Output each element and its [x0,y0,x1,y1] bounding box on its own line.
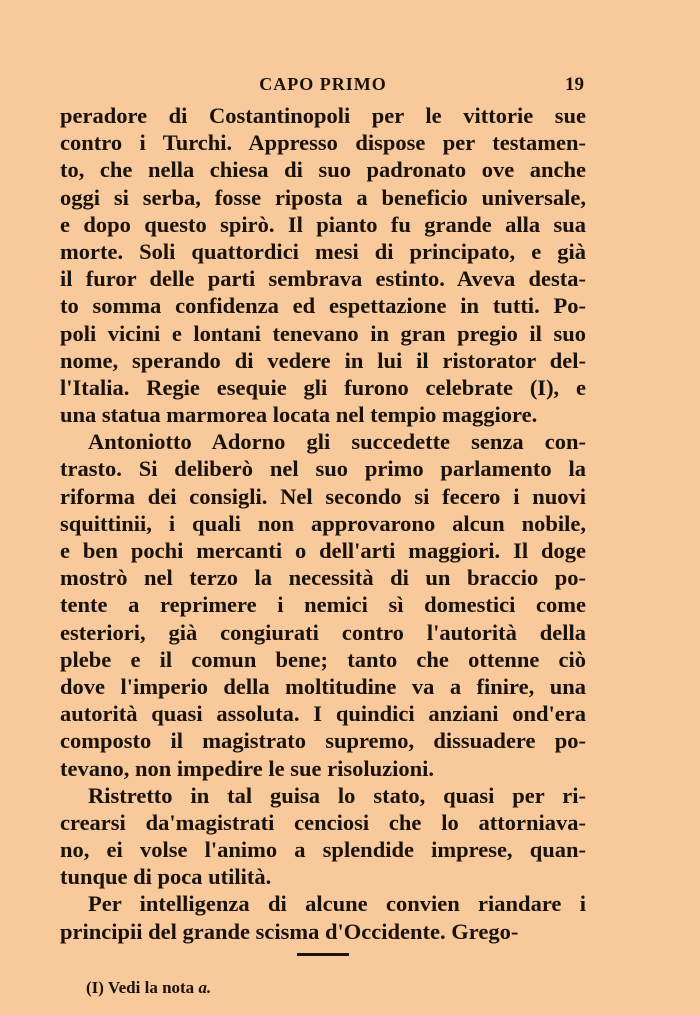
text-line: e ben pochi mercanti o dell'arti maggiori. Il doge [60,538,586,563]
text-line: e dopo questo spirò. Il pianto fu grande alla sua [60,211,586,237]
text-line: squittinii, i quali non approvarono alcun nobile, [60,510,586,536]
text-line: dove l'imperio della moltitudine va a finire, una [60,673,586,699]
paragraph [60,102,586,428]
text-line: trasto. Si deliberò nel suo primo parlamento la [60,456,586,482]
text-line: riforma dei consigli. Nel secondo si fecero i nuovi [60,483,586,509]
text-line: to, che nella chiesa di suo padronato ove anche [60,157,586,183]
text-line: composto il magistrato supremo, dissuadere po- [60,728,586,754]
page-number: 19 [565,74,584,95]
text-line: to somma confidenza ed espettazione in tutti. Po- [60,293,586,319]
text-line: l'Italia. Regie esequie gli furono celebrate (I), e [60,374,586,400]
text-line: tevano, non impedire le sue risoluzioni. [60,755,434,781]
footnote-reference: a. [198,977,212,997]
paragraph [60,890,586,944]
text-line: contro i Turchi. Appresso dispose per testamen- [60,130,586,156]
text-line: autorità quasi assoluta. I quindici anziani ond'era [60,701,586,727]
running-head: CAPO PRIMO [259,74,387,94]
text-line: nome, sperando di vedere in lui il ristorator del- [60,347,586,373]
paragraph [60,428,586,781]
text-line: poli vicini e lontani tenevano in gran pregio il suo [60,320,586,346]
footnote-separator-rule [297,953,349,956]
text-line: peradore di Costantinopoli per le vittorie sue [60,103,586,128]
text-line: oggi si serba, fosse riposta a beneficio universale, [60,184,586,210]
book-page [60,72,586,998]
text-line: una statua marmorea locata nel tempio maggiore. [60,402,538,428]
text-line: principii del grande scisma d'Occidente. Grego- [60,918,519,944]
text-line: tunque di poca utilità. [60,864,272,890]
text-line: tente a reprimere i nemici sì domestici come [60,592,586,618]
text-line: morte. Soli quattordici mesi di principato, e già [60,238,586,264]
text-line: Antoniotto Adorno gli succedette senza con- [88,429,586,455]
page-header [60,72,586,102]
footnote-text: Vedi la nota [107,977,195,997]
paragraph [60,782,586,891]
footnote-marker: (I) [86,977,104,997]
body-text [60,102,586,945]
text-line: Ristretto in tal guisa lo stato, quasi per ri- [88,782,586,808]
text-line: no, ei volse l'animo a splendide imprese, quan- [60,837,586,863]
text-line: il furor delle parti sembrava estinto. Aveva desta- [60,266,586,292]
text-line: Per intelligenza di alcune convien riandare i [88,891,586,917]
text-line: esteriori, già congiurati contro l'autorità della [60,619,586,645]
text-line: crearsi da'magistrati cenciosi che lo attorniava- [60,809,586,835]
text-line: plebe e il comun bene; tanto che ottenne ciò [60,646,586,672]
footnote [86,978,586,998]
text-line: mostrò nel terzo la necessità di un braccio po- [60,565,586,591]
